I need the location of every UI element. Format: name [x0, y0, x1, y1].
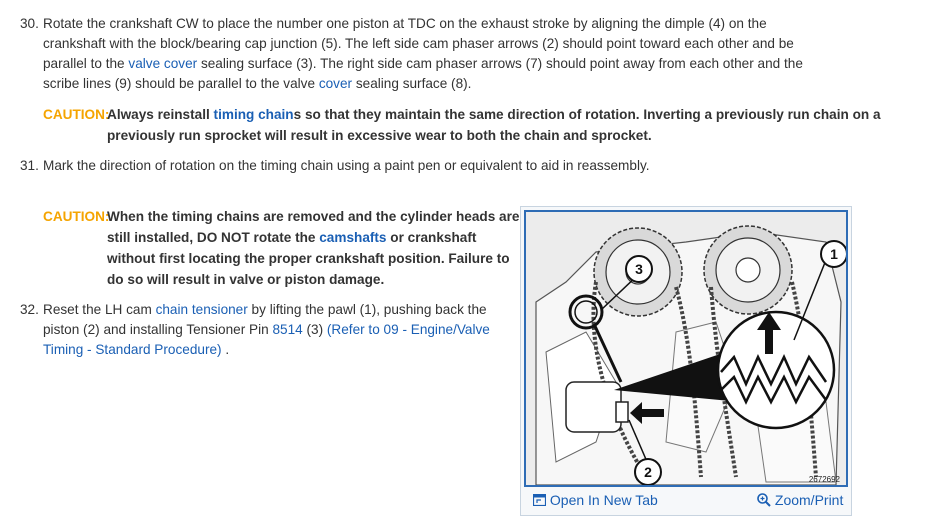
svg-text:2: 2 [644, 464, 652, 480]
text-segment: . [221, 342, 230, 357]
glossary-link[interactable]: (Refer to 09 - Engine/Valve [326, 322, 490, 337]
step-text [43, 156, 650, 176]
text-segment: When the timing chains are removed and the cylinder heads are [107, 209, 520, 224]
step-number: 32. [20, 302, 39, 317]
figure-actions [521, 489, 853, 515]
text-line [107, 206, 519, 227]
step-number: 30. [20, 16, 39, 31]
text-segment: Mark the direction of rotation on the timing chain using a paint pen or equivalent to aid in reassembly. [43, 158, 650, 173]
text-segment: crankshaft with the block/bearing cap junction (5). The left side cam phaser arrows (2) should point toward each other and be [43, 36, 794, 51]
text-segment: do so will result in valve or piston damage. [107, 272, 385, 287]
text-line [43, 54, 803, 74]
text-segment: parallel to the [43, 56, 129, 71]
callout-3 [626, 256, 652, 282]
glossary-link[interactable]: timing chain [213, 107, 294, 122]
glossary-link[interactable]: valve cover [128, 56, 198, 71]
glossary-link[interactable]: 8514 [272, 322, 303, 337]
text-segment: previously run sprocket will result in excessive wear to both the chain and sprocket. [107, 128, 652, 143]
text-segment: without first locating the proper crankshaft position. Failure to [107, 251, 510, 266]
text-segment: still installed, DO NOT rotate the [107, 230, 320, 245]
text-segment: or crankshaft [386, 230, 477, 245]
text-line [43, 320, 490, 340]
text-line [107, 248, 519, 269]
open-in-new-tab-link[interactable] [533, 492, 658, 508]
text-segment: sealing surface (8). [352, 76, 472, 91]
zoom-print-link[interactable] [757, 492, 843, 508]
callout-1 [821, 241, 846, 267]
text-line [107, 125, 881, 146]
glossary-link[interactable]: Timing - Standard Procedure) [43, 342, 222, 357]
text-line [43, 340, 490, 360]
text-segment: Reset the LH cam [43, 302, 156, 317]
timing-chain-illustration[interactable] [524, 210, 848, 487]
step-text [43, 300, 490, 360]
caution-text [107, 206, 519, 290]
text-segment: (3) [302, 322, 327, 337]
caution-label: CAUTION: [43, 209, 110, 224]
glossary-link[interactable]: chain tensioner [155, 302, 248, 317]
step-text [43, 14, 803, 94]
caution-label: CAUTION: [43, 107, 110, 122]
text-segment: piston (2) and installing Tensioner Pin [43, 322, 273, 337]
caution-text [107, 104, 881, 146]
engine-diagram [526, 212, 846, 485]
text-line [107, 104, 881, 125]
right-cam-sprocket [704, 226, 792, 314]
step-number: 31. [20, 158, 39, 173]
svg-text:3: 3 [635, 261, 643, 277]
text-segment: sealing surface (3). The right side cam phaser arrows (7) should point away from each other and the [197, 56, 803, 71]
text-segment: Rotate the crankshaft CW to place the number one piston at TDC on the exhaust stroke by aligning the dimple (4) on the [43, 16, 767, 31]
open-in-new-tab-icon [533, 494, 546, 506]
glossary-link[interactable]: cover [318, 76, 353, 91]
zoom-print-label: Zoom/Print [774, 492, 844, 508]
glossary-link[interactable]: camshafts [319, 230, 387, 245]
text-line [43, 74, 803, 94]
text-line [43, 156, 650, 176]
svg-text:1: 1 [830, 246, 838, 262]
figure-number: 2672692 [808, 475, 840, 484]
text-line [43, 14, 803, 34]
magnifier-icon [757, 493, 771, 507]
callout-2 [635, 459, 661, 485]
text-segment: s so that they maintain the same direction of rotation. Inverting a previously run chain on a [293, 107, 881, 122]
text-line [43, 300, 490, 320]
figure-panel [520, 206, 852, 516]
text-segment: scribe lines (9) should be parallel to the valve [43, 76, 319, 91]
open-in-new-tab-label: Open In New Tab [549, 492, 658, 508]
text-segment: Always reinstall [107, 107, 214, 122]
text-line [43, 34, 803, 54]
text-line [107, 227, 519, 248]
text-segment: by lifting the pawl (1), pushing back the [247, 302, 487, 317]
text-line [107, 269, 519, 290]
